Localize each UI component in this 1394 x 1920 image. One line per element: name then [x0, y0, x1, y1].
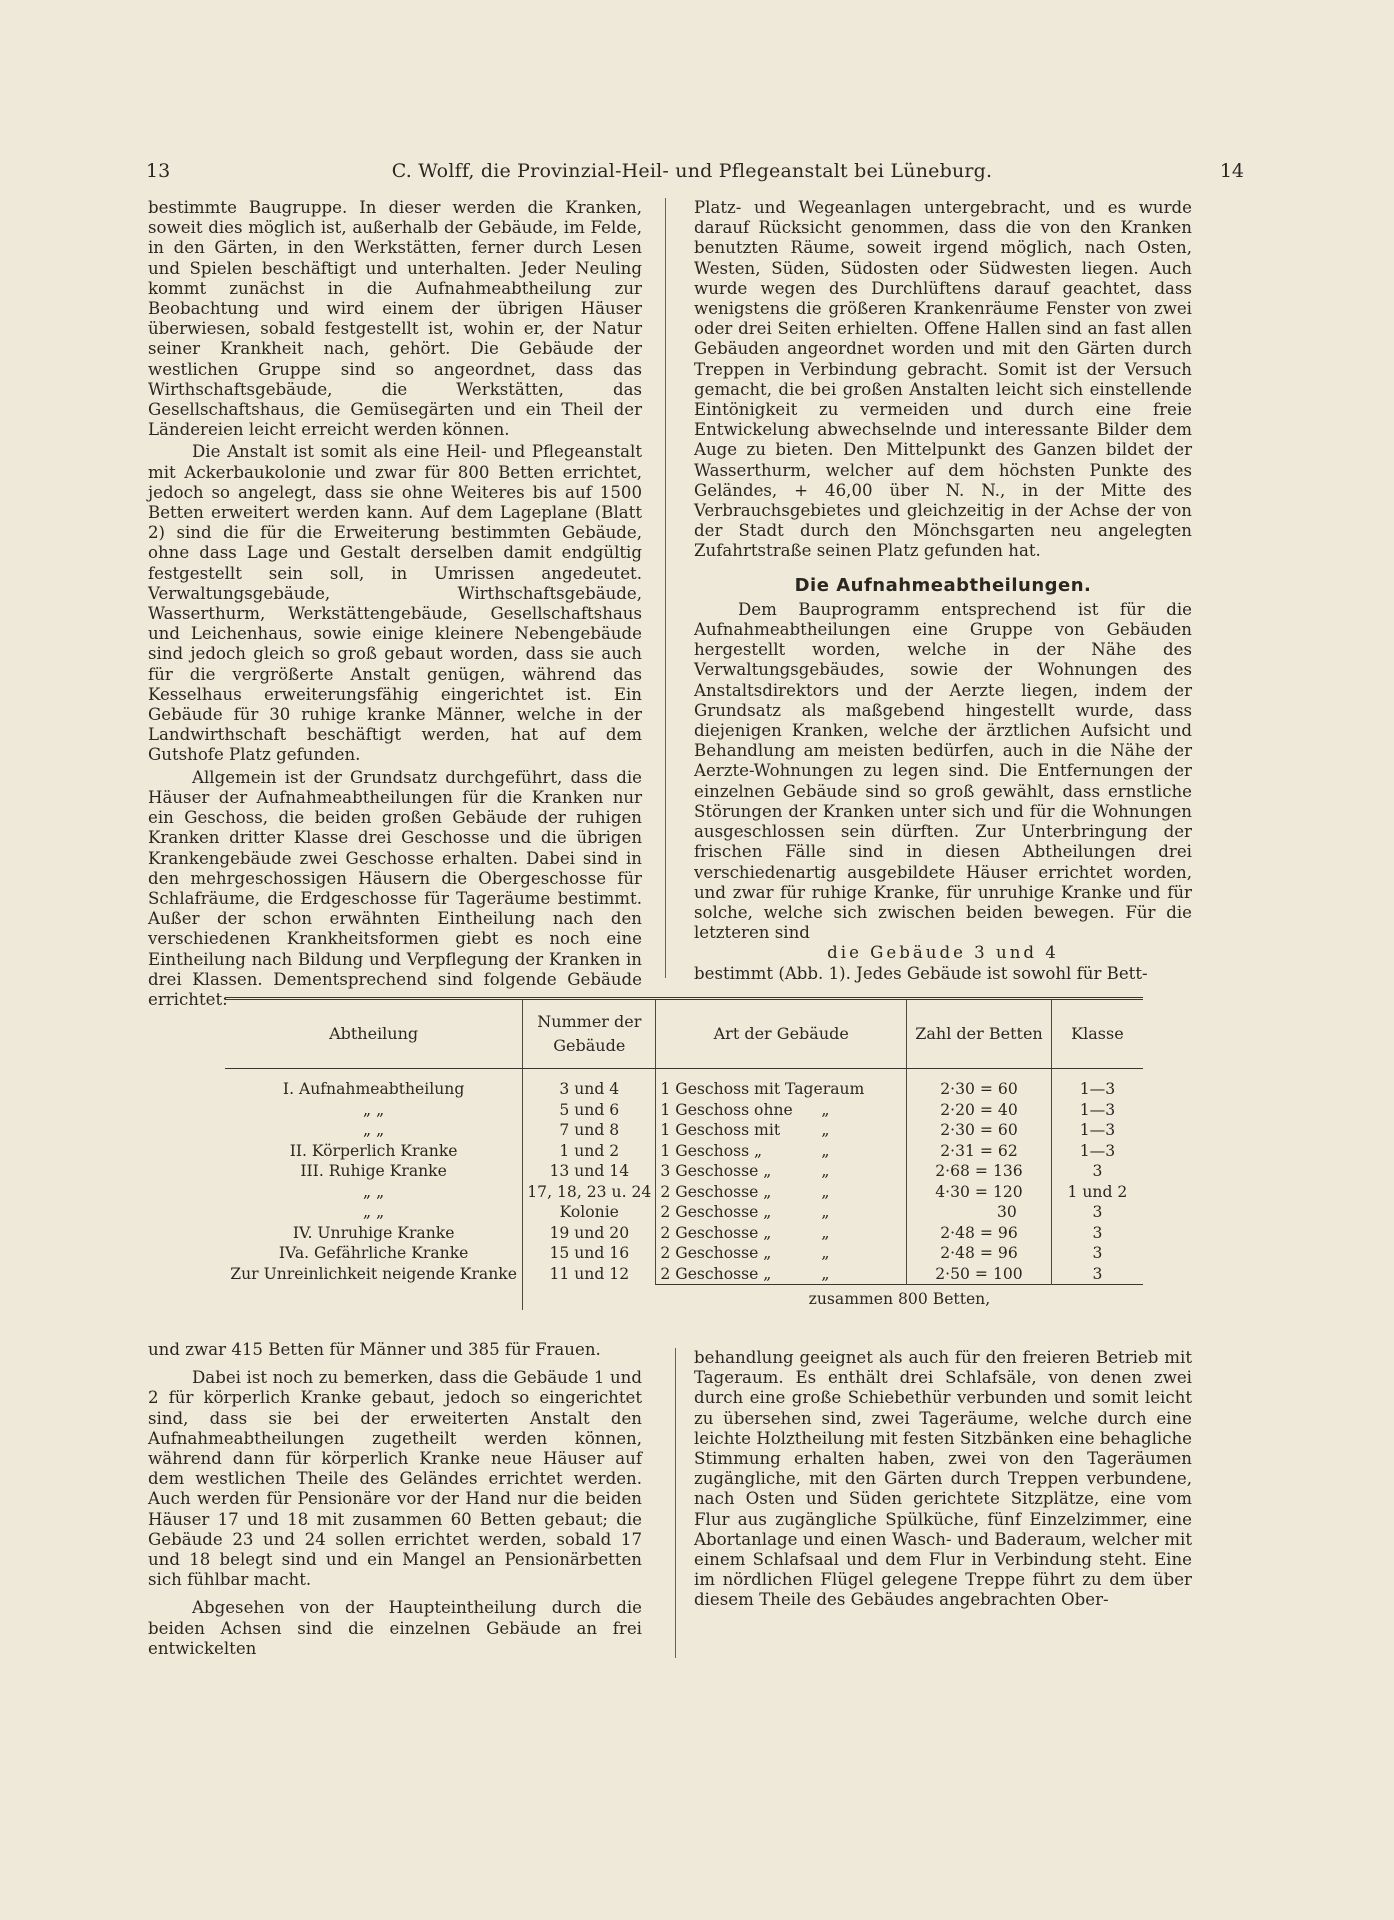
art-ditto: „ [821, 1223, 830, 1242]
cell-nummer: 3 und 4 [523, 1069, 656, 1100]
paragraph: bestimmt (Abb. 1). Jedes Gebäude ist sowohl für Bett- [694, 963, 1148, 983]
cell-abteilung: Zur Unreinlichkeit neigende Kranke [230, 1264, 517, 1283]
right-column-bottom [694, 1348, 1192, 1611]
cell-klasse: 1—3 [1051, 1100, 1143, 1121]
cell-art [656, 1120, 907, 1141]
cell-nummer: 5 und 6 [523, 1100, 656, 1121]
art-text: 2 Geschosse „ [660, 1244, 772, 1262]
cell-zahl: 2·20 = 40 [907, 1100, 1052, 1121]
cell-art [656, 1223, 907, 1244]
cell-art [656, 1141, 907, 1162]
header-nummer: Nummer der Gebäude [523, 999, 656, 1069]
paragraph: Allgemein ist der Grundsatz durchgeführt, dass die Häuser der Aufnahmeabtheilungen für die Kranken nur ein Geschoss, die beiden großen Gebäude der ruhigen Kranken dritter Klasse drei Geschosse und die übrigen Krankengebäude zwei Geschosse erhalten. Dabei sind in den mehrgeschossigen Häusern die Obergeschosse für Schlafräume, die Erdgeschosse für Tageräume bestimmt. Außer der schon erwähnten Eintheilung nach den verschiedenen Krankheitsformen giebt es noch eine Eintheilung nach Bildung und Verpflegung der Kranken in drei Klassen. Dementsprechend sind folgende Gebäude errichtet: [148, 767, 642, 1009]
cell-abteilung: IV. Unruhige Kranke [292, 1223, 455, 1242]
cell-klasse: 3 [1051, 1161, 1143, 1182]
art-text: 1 Geschoss mit [660, 1121, 781, 1139]
paragraph: Dabei ist noch zu bemerken, dass die Gebäude 1 und 2 für körperlich Kranke gebaut, jedoch so eingerichtet sind, dass sie bei der erweiterten Anstalt den Aufnahmeabtheilungen zugetheilt werden können, während dann für körperlich Kranke neue Häuser auf dem westlichen Theile des Geländes errichtet werden. Auch werden für Pensionäre vor der Hand nur die beiden Häuser 17 und 18 mit zusammen 60 Betten gebaut; die Gebäude 23 und 24 sollen errichtet werden, sobald 17 und 18 belegt sind und ein Mangel an Pensionärbetten sich fühlbar macht. [148, 1368, 642, 1590]
art-ditto: „ [821, 1141, 830, 1160]
table-row [225, 1161, 1143, 1182]
cell-nummer: 13 und 14 [523, 1161, 656, 1182]
cell-abteilung: „ „ [363, 1100, 385, 1119]
cell-abteilung: „ „ [363, 1182, 385, 1201]
art-ditto: „ [821, 1182, 830, 1201]
cell-empty [523, 1285, 656, 1310]
cell-klasse: 3 [1051, 1202, 1143, 1223]
cell-zahl: 2·68 = 136 [907, 1161, 1052, 1182]
header-zahl: Zahl der Betten [907, 999, 1052, 1069]
cell-nummer: 1 und 2 [523, 1141, 656, 1162]
cell-abteilung: „ „ [363, 1203, 385, 1221]
cell-klasse: 1 und 2 [1051, 1182, 1143, 1203]
header-art: Art der Gebäude [656, 999, 907, 1069]
art-text: 2 Geschosse „ [660, 1223, 772, 1242]
table-total-row [225, 1285, 1143, 1310]
cell-zahl: 2·30 = 60 [907, 1120, 1052, 1141]
art-text: 3 Geschosse „ [660, 1162, 772, 1180]
running-header [140, 160, 1244, 190]
cell-art [656, 1069, 907, 1100]
cell-klasse: 1—3 [1051, 1141, 1143, 1162]
table-row [225, 1223, 1143, 1244]
buildings-table-grid [225, 997, 1143, 1310]
cell-art [656, 1264, 907, 1285]
cell-zahl: 2·48 = 96 [907, 1223, 1052, 1244]
column-divider-top [665, 198, 666, 978]
running-title: C. Wolff, die Provinzial-Heil- und Pflegeanstalt bei Lüneburg. [391, 160, 993, 182]
header-klasse: Klasse [1051, 999, 1143, 1069]
paragraph: Abgesehen von der Haupteintheilung durch die beiden Achsen sind die einzelnen Gebäude an frei entwickelten [148, 1598, 642, 1658]
art-text: 2 Geschosse „ [660, 1264, 772, 1283]
cell-art [656, 1243, 907, 1264]
cell-nummer: Kolonie [523, 1202, 656, 1223]
cell-nummer: 15 und 16 [523, 1243, 656, 1264]
table-row [225, 1264, 1143, 1285]
column-divider-bottom [675, 1348, 676, 1658]
cell-empty [225, 1285, 523, 1310]
paragraph: Die Anstalt ist somit als eine Heil- und Pflegeanstalt mit Ackerbaukolonie und zwar für 800 Betten errichtet, jedoch so angelegt, dass sie ohne Weiteres bis auf 1500 Betten erweitert werden kann. Auf dem Lageplane (Blatt 2) sind die für die Erweiterung bestimmten Gebäude, ohne dass Lage und Gestalt derselben damit endgültig festgestellt sein soll, in Umrissen angedeutet. Verwaltungsgebäude, Wirthschaftsgebäude, Wasserthurm, Werkstättengebäude, Gesellschaftshaus und Leichenhaus, sowie einige kleinere Nebengebäude sind jedoch gleich so groß gebaut worden, dass sie auch für die vergrößerte Anstalt genügen, während das Kesselhaus erweiterungsfähig eingerichtet ist. Ein Gebäude für 30 ruhige kranke Männer, welche in der Landwirthschaft beschäftigt werden, hat auf dem Gutshofe Platz gefunden. [148, 442, 642, 765]
paragraph: bestimmte Baugruppe. In dieser werden die Kranken, soweit dies möglich ist, außerhalb der Gebäude, im Felde, in den Gärten, in den Werkstätten, ferner durch Lesen und Spielen beschäftigt und unterhalten. Jeder Neuling kommt zunächst in die Aufnahmeabtheilung zur Beobachtung und wird einem der übrigen Häuser überwiesen, sobald festgestellt ist, wohin er, der Natur seiner Krankheit nach, gehört. Die Gebäude der westlichen Gruppe sind so angeordnet, dass das Wirthschaftsgebäude, die Werkstätten, das Gesellschaftshaus, die Gemüsegärten und ein Theil der Ländereien leicht erreicht werden können. [148, 198, 642, 440]
cell-art [656, 1182, 907, 1203]
left-column-top [148, 198, 642, 1010]
table-header-row [225, 999, 1143, 1069]
art-ditto: „ [821, 1100, 830, 1119]
art-text: 1 Geschoss mit Tageraum [660, 1080, 865, 1098]
art-text: 2 Geschosse „ [660, 1182, 772, 1201]
table-row [225, 1120, 1143, 1141]
table-row [225, 1100, 1143, 1121]
cell-klasse: 3 [1051, 1264, 1143, 1285]
table-row [225, 1202, 1143, 1223]
cell-nummer: 7 und 8 [523, 1120, 656, 1141]
cell-zahl: 30 [907, 1202, 1052, 1223]
cell-art [656, 1202, 907, 1223]
art-ditto: „ [821, 1162, 830, 1180]
art-text: 1 Geschoss „ [660, 1141, 763, 1160]
paragraph: und zwar 415 Betten für Männer und 385 für Frauen. [148, 1340, 601, 1359]
cell-zahl: 2·48 = 96 [907, 1243, 1052, 1264]
paragraph: Dem Bauprogramm entsprechend ist für die Aufnahmeabtheilungen eine Gruppe von Gebäuden hergestellt worden, welche in der Nähe des Verwaltungsgebäudes, sowie der Wohnungen des Anstaltsdirektors und der Aerzte liegen, indem der Grundsatz als maßgebend hingestellt wurde, dass diejenigen Kranken, welche der ärztlichen Aufsicht und Behandlung am meisten bedürfen, auch in die Nähe der Aerzte-Wohnungen zu legen sind. Die Entfernungen der einzelnen Gebäude sind so groß gewählt, dass ernstliche Störungen der Kranken unter sich und für die Wohnungen ausgeschlossen sein dürften. Zur Unterbringung der frischen Fälle sind in diesen Abtheilungen drei verschiedenartig ausgebildete Häuser errichtet worden, und zwar für ruhige Kranke, für unruhige Kranke und für solche, welche sich zwischen beiden bewegen. Für die letzteren sind [694, 599, 1192, 943]
table-row [225, 1141, 1143, 1162]
table-row [225, 1182, 1143, 1203]
cell-zahl: 2·31 = 62 [907, 1141, 1052, 1162]
cell-abteilung: III. Ruhige Kranke [300, 1162, 447, 1180]
art-ditto: „ [821, 1203, 830, 1221]
cell-nummer: 17, 18, 23 u. 24 [523, 1182, 656, 1203]
left-column-bottom [148, 1340, 642, 1659]
page-number-right: 14 [1219, 160, 1244, 182]
cell-abteilung: „ „ [363, 1121, 385, 1139]
page-number-left: 13 [146, 160, 171, 182]
cell-klasse: 1—3 [1051, 1069, 1143, 1100]
art-text: 2 Geschosse „ [660, 1203, 772, 1221]
art-text: 1 Geschoss ohne [660, 1100, 793, 1119]
table-row [225, 1069, 1143, 1100]
buildings-table [225, 997, 1143, 1310]
cell-nummer: 19 und 20 [523, 1223, 656, 1244]
cell-abteilung: I. Aufnahmeabtheilung [282, 1080, 465, 1098]
cell-klasse: 3 [1051, 1243, 1143, 1264]
paragraph: Platz- und Wegeanlagen untergebracht, und es wurde darauf Rücksicht genommen, dass die von den Kranken benutzten Räume, soweit irgend möglich, nach Osten, Westen, Süden, Südosten oder Südwesten liegen. Auch wurde wegen des Durchlüftens darauf geachtet, dass wenigstens die größeren Krankenräume Fenster von zwei oder drei Seiten erhielten. Offene Hallen sind an fast allen Gebäuden angeordnet worden und mit den Gärten durch Treppen in Verbindung gebracht. Somit ist der Versuch gemacht, die bei großen Anstalten leicht sich einstellende Eintönigkeit zu vermeiden und durch eine freie Entwickelung abwechselnde und interessante Bilder dem Auge zu bieten. Den Mittelpunkt des Ganzen bildet der Wasserthurm, welcher auf dem höchsten Punkte des Geländes, + 46,00 über N. N., in der Mitte des Verbrauchsgebietes und gleichzeitig in der Achse der von der Stadt durch den Mönchsgarten neu angelegten Zufahrtstraße seinen Platz gefunden hat. [694, 198, 1192, 561]
cell-klasse: 3 [1051, 1223, 1143, 1244]
cell-art [656, 1100, 907, 1121]
paragraph: behandlung geeignet als auch für den freieren Betrieb mit Tageraum. Es enthält drei Schlafsäle, von denen zwei durch eine große Schiebethür verbunden und somit leicht zu übersehen sind, zwei Tageräume, welche durch eine leichte Holztheilung mit festen Sitzbänken eine behagliche Stimmung erhalten haben, zwei von den Tageräumen zugängliche, mit den Gärten durch Treppen verbundene, nach Osten und Süden gerichtete Sitzplätze, eine vom Flur aus zugängliche Spülküche, fünf Einzelzimmer, eine Abortanlage und einen Wasch- und Baderaum, welcher mit einem Schlafsaal und dem Flur in Verbindung steht. Eine im nördlichen Flügel gelegene Treppe führt zu dem über diesem Theile des Gebäudes angebrachten Ober- [694, 1348, 1192, 1610]
header-abteilung: Abtheilung [225, 999, 523, 1069]
spaced-phrase: die Gebäude 3 und 4 [827, 943, 1059, 963]
cell-klasse: 1—3 [1051, 1120, 1143, 1141]
section-heading: Die Aufnahmeabtheilungen. [794, 574, 1092, 596]
cell-art [656, 1161, 907, 1182]
cell-zahl: 4·30 = 120 [907, 1182, 1052, 1203]
art-ditto: „ [821, 1121, 830, 1139]
cell-zahl: 2·30 = 60 [907, 1069, 1052, 1100]
cell-abteilung: IVa. Gefährliche Kranke [278, 1244, 469, 1262]
cell-nummer: 11 und 12 [523, 1264, 656, 1285]
table-row [225, 1243, 1143, 1264]
cell-abteilung: II. Körperlich Kranke [289, 1141, 458, 1160]
cell-zahl: 2·50 = 100 [907, 1264, 1052, 1285]
right-column-top [694, 198, 1192, 984]
art-ditto: „ [821, 1264, 830, 1283]
art-ditto: „ [821, 1244, 830, 1262]
table-total: zusammen 800 Betten, [656, 1285, 1143, 1310]
